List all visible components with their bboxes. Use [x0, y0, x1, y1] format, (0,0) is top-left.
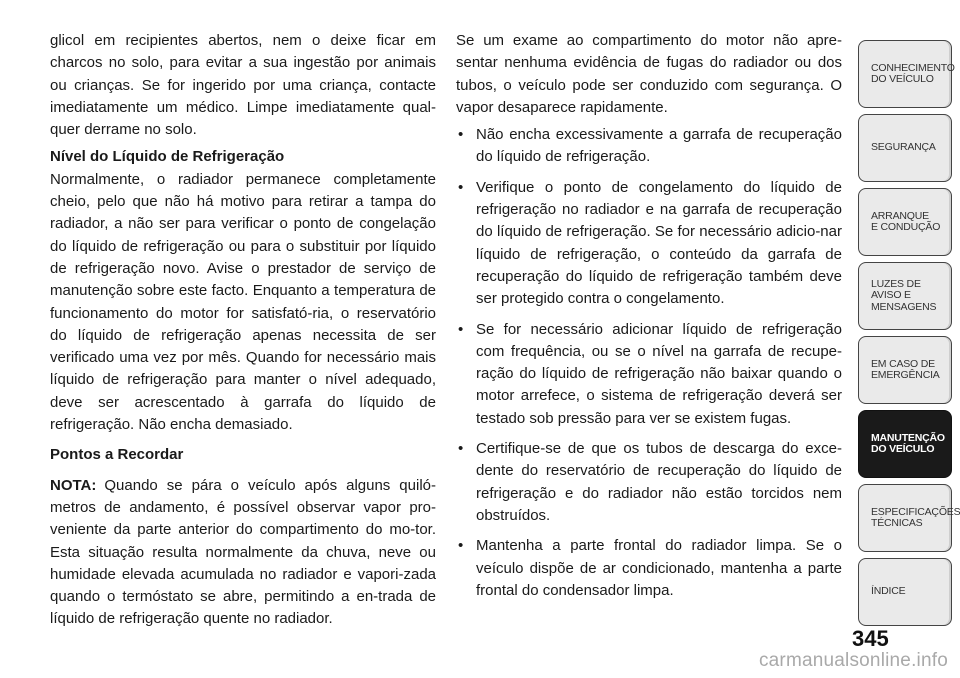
bullet-item: • Certifique-se de que os tubos de descarga do exce-dente do reservatório de recuperação do líquido de refrigeração e do radiador não estão torcidos nem obstruídos. [456, 438, 842, 527]
right-column [456, 30, 842, 610]
page-number: 345 [852, 626, 889, 651]
bullet-item: • Verifique o ponto de congelamento do líquido de refrigeração no radiador e na garrafa de recuperação do líquido de refrigeração. Se for necessário adicio-nar líquido de refrigeração, o conteúdo da garrafa de recuperação do líquido de refrigeração também deve ser protegido contra o congelamento. [456, 177, 842, 311]
note-paragraph [50, 475, 436, 631]
tab-especificacoes-tecnicas[interactable]: ESPECIFICAÇÕES TÉCNICAS [858, 484, 952, 552]
chapter-tabs [858, 40, 960, 632]
tab-arranque-e-conducao[interactable]: ARRANQUE E CONDUÇÃO [858, 188, 952, 256]
watermark: carmanualsonline.info [758, 650, 948, 671]
bullet-list [456, 124, 842, 602]
left-column [50, 30, 436, 631]
section-title-coolant-level: Nível do Líquido de Refrigeração [50, 148, 285, 166]
bullet-item: • Se for necessário adicionar líquido de refrigeração com frequência, ou se o nível na garrafa de recupe-ração do líquido de refrigeração não baixar quando o motor arrefece, o sistema de refrigeração deverá ser testado sob pressão para ver se existem fugas. [456, 319, 842, 430]
tab-seguranca[interactable]: SEGURANÇA [858, 114, 952, 182]
bullet-item: • Mantenha a parte frontal do radiador limpa. Se o veículo dispõe de ar condicionado, mantenha a parte frontal do condensador limpa. [456, 535, 842, 602]
tab-em-caso-de-emergencia[interactable]: EM CASO DE EMERGÊNCIA [858, 336, 952, 404]
section-title-points-to-remember: Pontos a Recordar [50, 446, 184, 464]
left-intro-paragraph: glicol em recipientes abertos, nem o deixe ficar em charcos no solo, para evitar a sua ingestão por animais ou crianças. Se for ingerido por uma criança, contacte imediatamente um médico. Limpe imediatamente qual-quer derrame no solo. [50, 32, 436, 139]
note-label: NOTA: [50, 476, 97, 494]
right-intro-paragraph: Se um exame ao compartimento do motor não apre-sentar nenhuma evidência de fugas do radiador ou dos tubos, o veículo pode ser conduzido com segurança. O vapor desaparece rapidamente. [456, 32, 842, 116]
note-text: Quando se pára o veículo após alguns quiló-metros de andamento, é possível observar vapor pro-veniente da parte anterior do compartimento do mo-tor. Esta situação resulta normalmente da chuva, neve ou humidade elevada acumulada no radiador e vapori-zada quando o termóstato se abre, permitindo a en-trada de líquido de refrigeração quente no radiador. [50, 476, 436, 628]
tab-manutencao-do-veiculo[interactable]: MANUTENÇÃO DO VEÍCULO [858, 410, 952, 478]
tab-luzes-de-aviso[interactable]: LUZES DE AVISO E MENSAGENS [858, 262, 952, 330]
bullet-item: • Não encha excessivamente a garrafa de recuperação do líquido de refrigeração. [456, 124, 842, 169]
coolant-level-paragraph: Normalmente, o radiador permanece completamente cheio, pelo que não há motivo para retirar a tampa do radiador, a não ser para verificar o ponto de congelação do líquido de refrigeração ou para o substituir por líquido de refrigeração novo. Avise o prestador de serviço de manutenção sobre este facto. Enquanto a temperatura de funcionamento do motor for satisfató-ria, o reservatório do líquido de refrigeração apenas necessita de ser verificado uma vez por mês. Quando for necessário mais líquido de refrigeração para manter o nível adequado, deve ser acrescentado à garrafa do líquido de refrigeração. Não encha demasiado. [50, 170, 436, 434]
tab-conhecimento-do-veiculo[interactable]: CONHECIMENTO DO VEÍCULO [858, 40, 952, 108]
tab-indice[interactable]: ÍNDICE [858, 558, 952, 626]
